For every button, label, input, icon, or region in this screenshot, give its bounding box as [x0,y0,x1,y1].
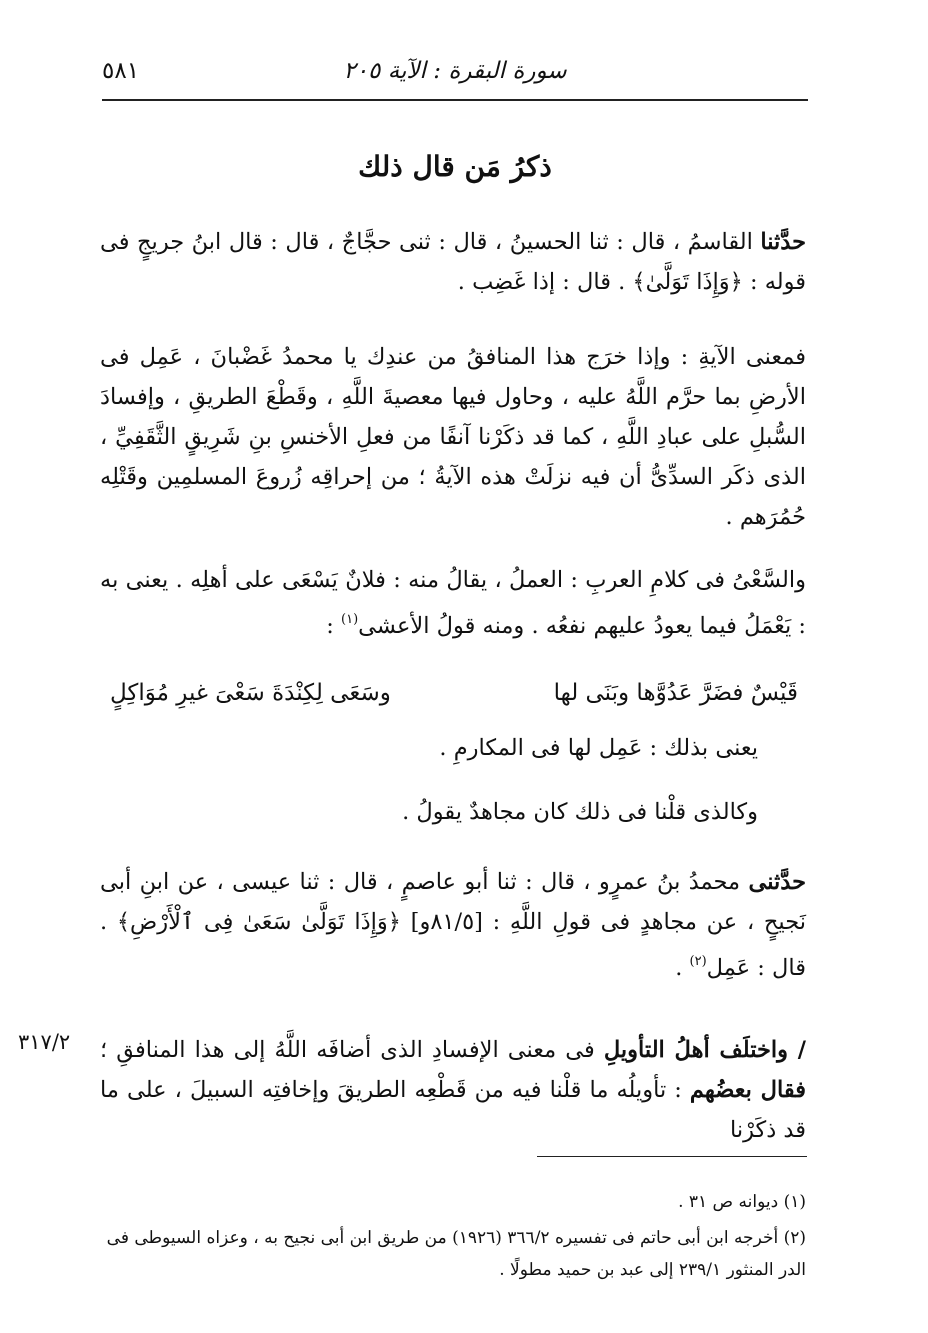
paragraph-7-lead: واختلَف أهلُ التأويلِ [603,1037,789,1063]
page-header [102,54,808,94]
paragraph-7-text2: : تأويلُه ما قلْنا فيه من قَطْعِه الطريقَ وإخافتِه السبيلَ ، على ما قد ذكَرْنا [100,1077,806,1143]
paragraph-1 [100,222,806,302]
footnote-rule [537,1156,807,1157]
paragraph-1-lead: حدَّثنا [760,229,806,255]
header-rule [102,99,808,101]
paragraph-4 [100,728,758,768]
paragraph-3 [100,560,806,646]
poetry-verse [110,680,798,720]
section-title: ذكرُ مَن قال ذلك [358,150,552,183]
paragraph-3-text: والسَّعْىُ فى كلامِ العربِ : العملُ ، يقالُ منه : فلانٌ يَسْعَى على أهلِه . يعنى به : يَعْمَلُ فيما يعودُ عليهم نفعُه . ومنه قولُ الأعشى [100,567,806,639]
paragraph-4-text: يعنى بذلك : عَمِل لها فى المكارمِ . [439,735,758,761]
paragraph-6 [100,862,806,988]
footnote-2: (٢) أخرجه ابن أبى حاتم فى تفسيره ٣٦٦/٢ (١٩٢٦) من طريق ابن أبى نجيح به ، وعزاه السيوطى فى الدر المنثور ٢٣٩/١ إلى عبد بن حميد مطولًا . [106,1228,806,1280]
paragraph-7 [100,1030,806,1150]
footnote-ref-2: (٢) [689,954,707,969]
paragraph-6-lead: حدَّثنى [748,869,807,895]
margin-reference: ٣١٧/٢ [18,1030,71,1054]
paragraph-7-text: فى معنى الإفسادِ الذى أضافَه اللَّهُ إلى هذا المنافقِ ؛ [100,1037,604,1063]
verse-second-hemistich: وسَعَى لِكِنْدَةَ سَعْىَ غيرِ مُوَاكِلٍ [110,680,391,706]
verse-first-hemistich: قَيْسٌ فضَرَّ عَدُوَّها وبَنَى لها [553,680,798,706]
paragraph-5-text: وكالذى قلْنا فى ذلك كان مجاهدٌ يقولُ . [402,799,758,825]
page-number: ٥٨١ [102,58,140,84]
paragraph-2-text: فمعنى الآيةِ : وإذا خرَج هذا المنافقُ من عندِك يا محمدُ غَضْبانَ ، عَمِل فى الأرضِ بما حرَّم اللَّهُ عليه ، وحاول فيها معصيةَ اللَّهِ ، وقَطْعَ الطريقِ ، وإفسادَ السُّبلِ على عبادِ اللَّهِ ، كما قد ذكَرْنا آنفًا من فعلِ الأخنسِ بنِ شَرِيقٍ الثَّقَفِيِّ ، الذى ذكَر السدِّىُّ أن فيه نزلَتْ هذه الآيةُ ؛ من إحراقِه زُروعَ المسلمِين وقَتْلِه حُمُرَهم . [100,344,806,530]
footnote-ref-1: (١) [341,612,359,627]
paragraph-1-text: القاسمُ ، قال : ثنا الحسينُ ، قال : ثنى حجَّاجٌ ، قال : قال ابنُ جريجٍ فى قوله : ﴿وَإِذَا تَوَلَّىٰ﴾ . قال : إذا غَضِب . [100,229,806,295]
paragraph-3-tail: : [326,613,342,639]
paragraph-5 [100,792,758,832]
paragraph-7-slash: / [788,1037,806,1063]
paragraph-2 [100,337,806,537]
paragraph-6-tail: . [675,955,690,981]
paragraph-6-text: محمدُ بنُ عمرٍو ، قال : ثنا أبو عاصمٍ ، قال : ثنا عيسى ، عن ابنِ أبى نَجيحٍ ، عن مجاهدٍ فى قولِ اللَّهِ : [٨١/٥و] ﴿وَإِذَا تَوَلَّىٰ سَعَىٰ فِى ٱلْأَرْضِ﴾ . قال : عَمِل [100,869,807,981]
running-title: سورة البقرة : الآية ٢٠٥ [343,58,567,84]
footnote-1: (١) ديوانه ص ٣١ . [678,1192,806,1212]
paragraph-7-lead2: فقال بعضُهم [689,1077,806,1103]
